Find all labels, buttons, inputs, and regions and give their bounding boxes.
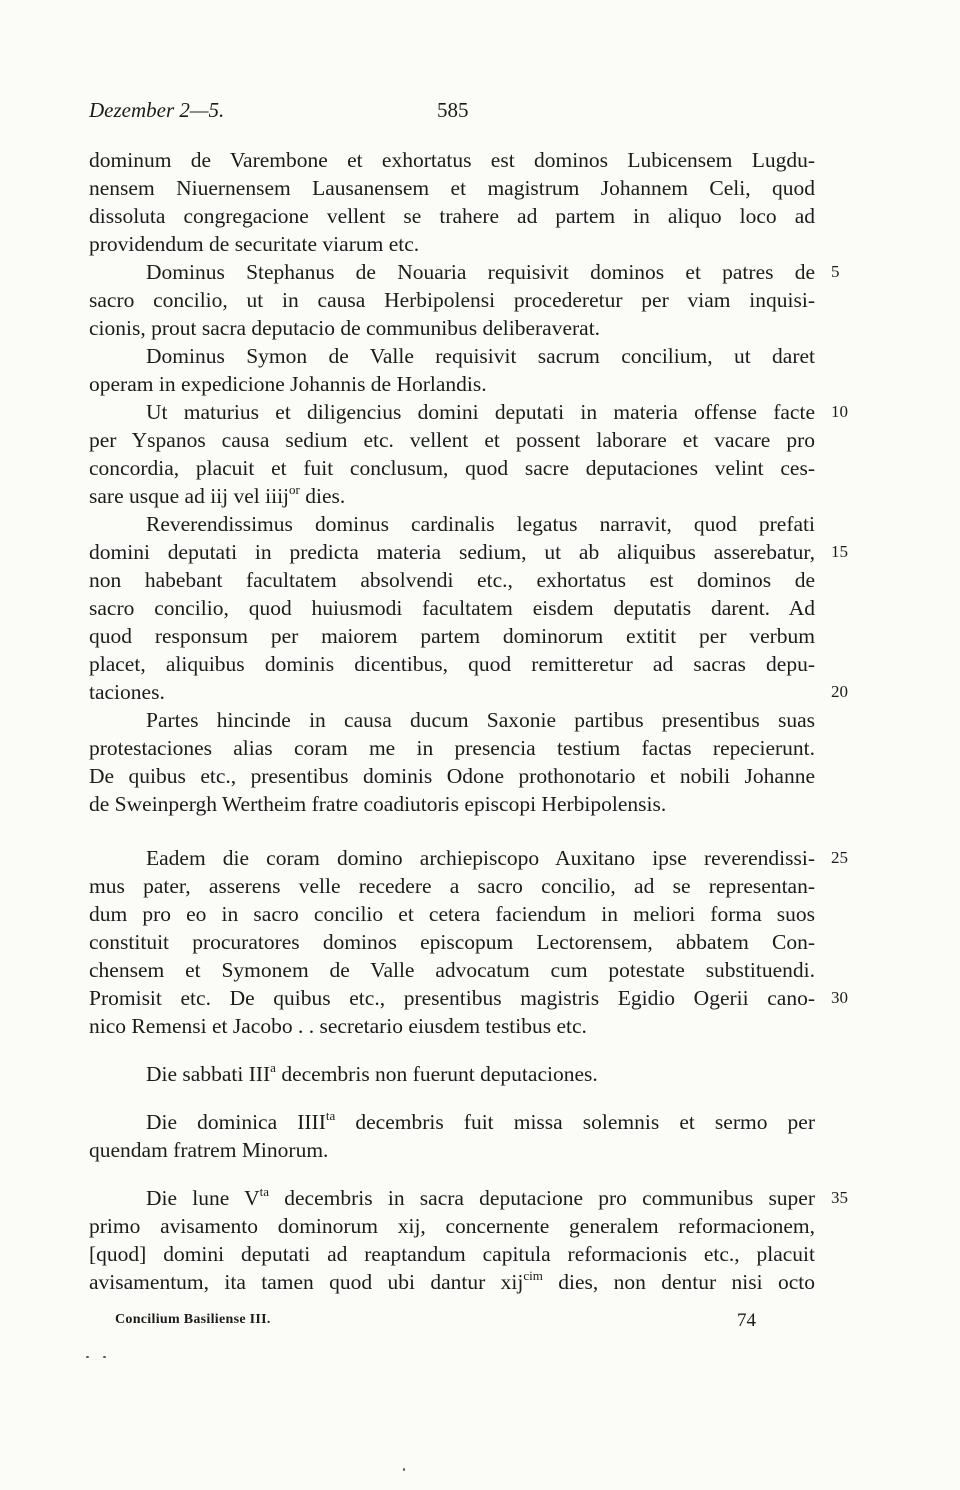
line-text: chensem et Symonem de Valle advocatum cum potestate substituendi. xyxy=(89,958,815,982)
line-text: providendum de securitate viarum etc. xyxy=(89,232,420,256)
line-text: non habebant facultatem absolvendi etc., exhortatus est dominos de xyxy=(89,568,815,592)
text-line xyxy=(89,258,840,286)
text-line xyxy=(89,1212,815,1240)
text-line xyxy=(89,286,815,314)
text-line xyxy=(89,202,815,230)
page-number: 585 xyxy=(437,98,469,122)
line-text: quod responsum per maiorem partem dominorum extitit per verbum xyxy=(89,624,815,648)
superscript: ta xyxy=(325,1108,336,1123)
text-line xyxy=(89,314,815,342)
text-line xyxy=(89,790,815,818)
text-line xyxy=(89,1136,815,1164)
text-line xyxy=(89,706,815,734)
line-text: avisamentum, ita tamen quod ubi dantur xij xyxy=(89,1270,524,1294)
text-line xyxy=(89,872,815,900)
line-text-continued: dies. xyxy=(299,484,346,508)
text-line xyxy=(89,678,848,706)
line-text: operam in expedicione Johannis de Horlandis. xyxy=(89,372,487,396)
paragraph-gap xyxy=(89,1088,815,1108)
line-number: 10 xyxy=(831,402,848,421)
line-text: cionis, prout sacra deputacio de communibus deliberaverat. xyxy=(89,316,601,340)
line-text: Dominus Stephanus de Nouaria requisivit dominos et patres de xyxy=(146,260,815,284)
line-text-continued: decembris in sacra deputacione pro communibus super xyxy=(269,1186,816,1210)
footer-signature: Concilium Basiliense III. xyxy=(115,1312,271,1327)
paragraph-gap xyxy=(89,1040,815,1060)
text-line xyxy=(89,650,815,678)
text-line xyxy=(89,1012,815,1040)
line-text: sacro concilio, quod huiusmodi facultatem eisdem deputatis darent. Ad xyxy=(89,596,815,620)
line-text: quendam fratrem Minorum. xyxy=(89,1138,329,1162)
text-line xyxy=(89,370,815,398)
text-line xyxy=(89,510,815,538)
line-text: Die sabbati III xyxy=(146,1062,271,1086)
line-text: de Sweinpergh Wertheim fratre coadiutoris episcopi Herbipolensis. xyxy=(89,792,667,816)
body-text xyxy=(89,146,848,1296)
text-line xyxy=(89,1268,815,1296)
print-speck xyxy=(403,1468,405,1471)
text-line xyxy=(89,146,815,174)
line-text: Eadem die coram domino archiepiscopo Auxitano ipse reverendissi- xyxy=(146,846,815,870)
line-text: Reverendissimus dominus cardinalis legatus narravit, quod prefati xyxy=(146,512,815,536)
line-text: Ut maturius et diligencius domini deputati in materia offense facte xyxy=(146,400,815,424)
text-line xyxy=(89,956,815,984)
line-text: domini deputati in predicta materia sedium, ut ab aliquibus asserebatur, xyxy=(89,540,815,564)
line-text-continued: dies, non dentur nisi octo xyxy=(542,1270,815,1294)
line-text: dum pro eo in sacro concilio et cetera faciendum in meliori forma suos xyxy=(89,902,815,926)
text-line xyxy=(89,1108,815,1136)
text-line xyxy=(89,538,848,566)
text-line xyxy=(89,1240,815,1268)
footer-sheet-number: 74 xyxy=(737,1310,756,1331)
line-text: [quod] domini deputati ad reaptandum capitula reformacionis etc., placuit xyxy=(89,1242,815,1266)
running-title: Dezember 2—5. xyxy=(89,98,225,122)
text-line xyxy=(89,622,815,650)
superscript: a xyxy=(270,1060,276,1075)
superscript: or xyxy=(289,482,300,497)
line-text: constituit procuratores dominos episcopum Lectorensem, abbatem Con- xyxy=(89,930,815,954)
line-text: protestaciones alias coram me in presencia testium factas repecierunt. xyxy=(89,736,815,760)
superscript: cim xyxy=(523,1268,543,1283)
line-number: 30 xyxy=(831,988,848,1007)
text-line xyxy=(89,844,848,872)
text-line xyxy=(89,900,815,928)
text-line xyxy=(89,230,815,258)
text-line xyxy=(89,762,815,790)
paragraph-gap xyxy=(89,1164,815,1184)
text-line xyxy=(89,482,815,510)
line-text: primo avisamento dominorum xij, concernente generalem reformacionem, xyxy=(89,1214,815,1238)
line-number: 5 xyxy=(831,262,840,281)
superscript: ta xyxy=(259,1184,270,1199)
line-number: 25 xyxy=(831,848,848,867)
line-text: taciones. xyxy=(89,680,165,704)
line-text: per Yspanos causa sedium etc. vellent et possent laborare et vacare pro xyxy=(89,428,815,452)
text-line xyxy=(89,928,815,956)
line-text: De quibus etc., presentibus dominis Odone prothonotario et nobili Johanne xyxy=(89,764,815,788)
line-text: Dominus Symon de Valle requisivit sacrum concilium, ut daret xyxy=(146,344,815,368)
line-number: 15 xyxy=(831,542,848,561)
text-line xyxy=(89,594,815,622)
line-text: Partes hincinde in causa ducum Saxonie partibus presentibus suas xyxy=(146,708,815,732)
line-text: dissoluta congregacione vellent se trahere ad partem in aliquo loco ad xyxy=(89,204,815,228)
line-text: nensem Niuernensem Lausanensem et magistrum Johannem Celi, quod xyxy=(89,176,815,200)
line-text: sacro concilio, ut in causa Herbipolensi procederetur per viam inquisi- xyxy=(89,288,815,312)
print-speck xyxy=(103,1356,106,1358)
line-number: 20 xyxy=(831,682,848,701)
text-line xyxy=(89,174,815,202)
text-line xyxy=(89,426,815,454)
line-text-continued: decembris non fuerunt deputaciones. xyxy=(275,1062,598,1086)
text-line xyxy=(89,566,815,594)
text-line xyxy=(89,1184,848,1212)
paragraph-gap xyxy=(89,818,815,844)
text-line xyxy=(89,454,815,482)
line-text: Promisit etc. De quibus etc., presentibus magistris Egidio Ogerii cano- xyxy=(89,986,815,1010)
line-text: sare usque ad iij vel iiij xyxy=(89,484,290,508)
line-text: placet, aliquibus dominis dicentibus, quod remitteretur ad sacras depu- xyxy=(89,652,815,676)
text-line xyxy=(89,734,815,762)
text-line xyxy=(89,1060,815,1088)
line-text: nico Remensi et Jacobo . . secretario eiusdem testibus etc. xyxy=(89,1014,587,1038)
line-text: concordia, placuit et fuit conclusum, quod sacre deputaciones velint ces- xyxy=(89,456,815,480)
line-number: 35 xyxy=(831,1188,848,1207)
line-text: Die dominica IIII xyxy=(146,1110,326,1134)
line-text: mus pater, asserens velle recedere a sacro concilio, ad se representan- xyxy=(89,874,815,898)
line-text: Die lune V xyxy=(146,1186,260,1210)
text-line xyxy=(89,398,848,426)
line-text-continued: decembris fuit missa solemnis et sermo per xyxy=(335,1110,816,1134)
print-speck xyxy=(86,1356,89,1358)
text-line xyxy=(89,984,848,1012)
line-text: dominum de Varembone et exhortatus est dominos Lubicensem Lugdu- xyxy=(89,148,815,172)
text-line xyxy=(89,342,815,370)
